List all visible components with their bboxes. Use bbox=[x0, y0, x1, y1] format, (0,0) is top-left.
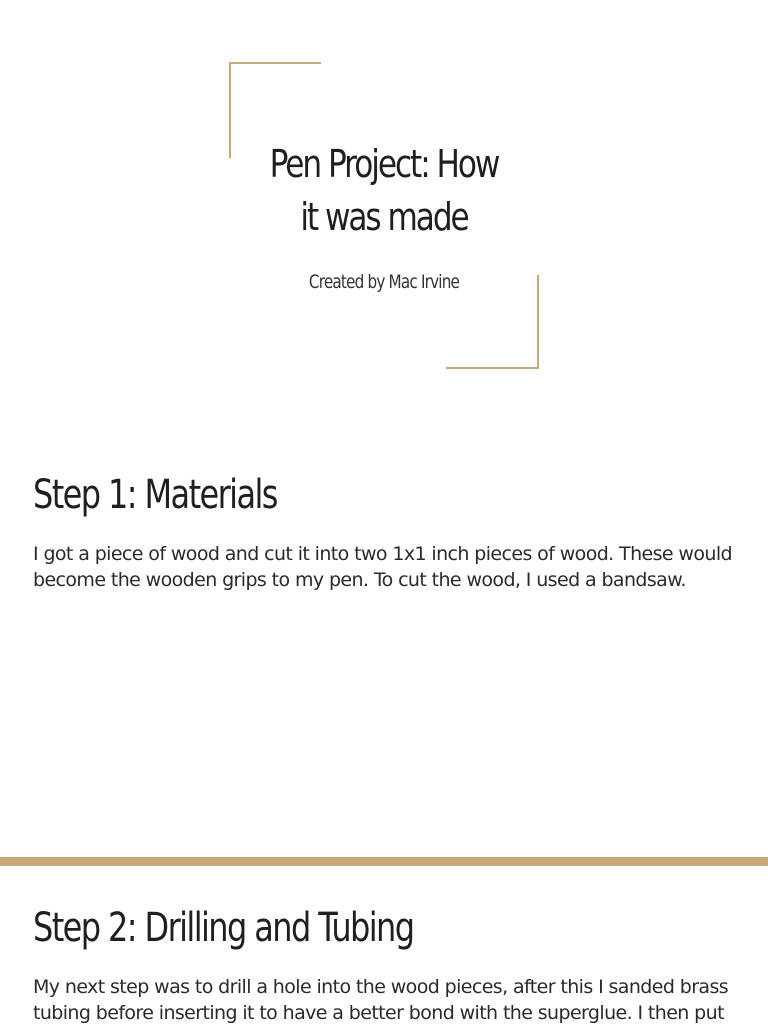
step-2-heading: Step 2: Drilling and Tubing bbox=[33, 905, 414, 951]
corner-accent-bottom-right-horizontal bbox=[446, 367, 539, 369]
corner-accent-top-left-vertical bbox=[229, 62, 231, 158]
step-2-body: My next step was to drill a hole into the wood pieces, after this I sanded brass tubing before inserting it to have a better bond with the superglue. I then put bbox=[33, 976, 729, 1024]
slide-divider bbox=[0, 857, 768, 866]
presentation-subtitle: Created by Mac Irvine bbox=[308, 271, 460, 293]
presentation-title bbox=[261, 138, 507, 244]
title-line-2: it was made bbox=[300, 195, 468, 239]
corner-accent-top-left-horizontal bbox=[229, 62, 321, 64]
corner-accent-bottom-right-vertical bbox=[537, 275, 539, 369]
step-1-body: I got a piece of wood and cut it into two 1x1 inch pieces of wood. These would become the wooden grips to my pen. To cut the wood, I used a bandsaw. bbox=[33, 543, 732, 591]
step-1-heading: Step 1: Materials bbox=[33, 472, 277, 518]
title-line-1: Pen Project: How bbox=[269, 142, 499, 186]
